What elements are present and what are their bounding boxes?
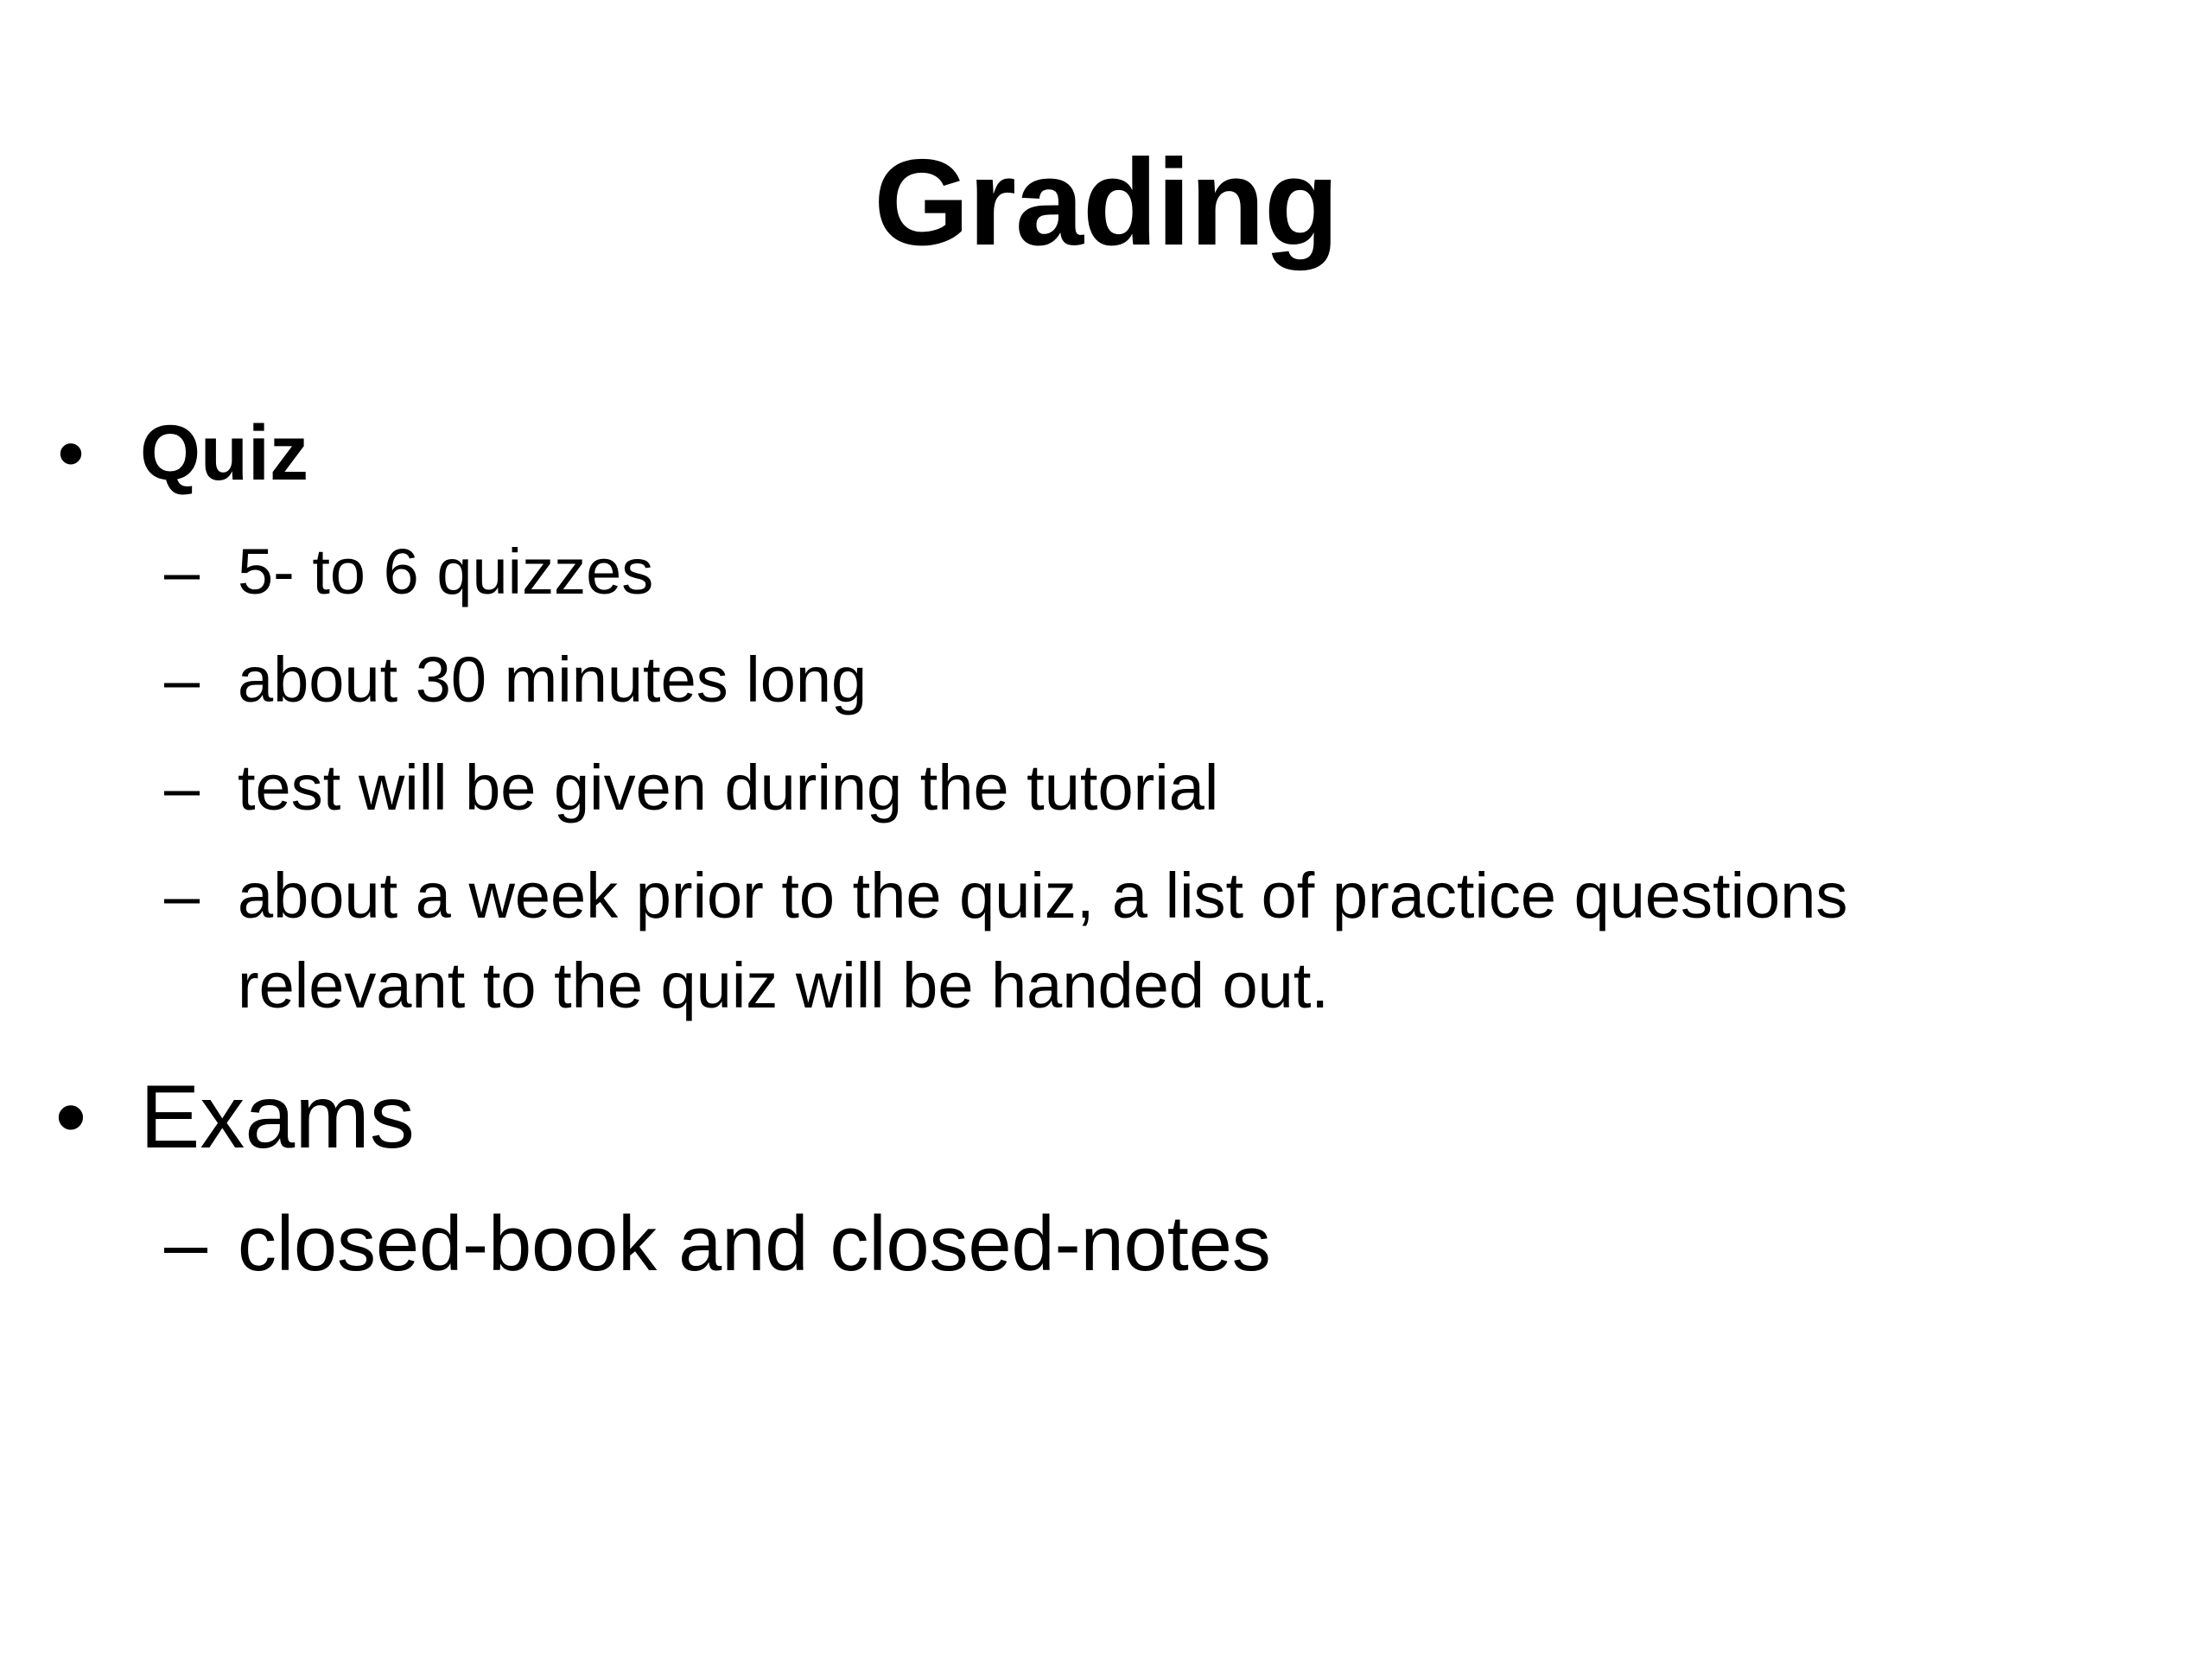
sub-bullet-text: test will be given during the tutorial: [238, 752, 1219, 823]
bullet-marker: •: [57, 410, 85, 497]
sub-bullet-text: 5- to 6 quizzes: [238, 536, 654, 607]
bullet-heading-quiz: Quiz: [140, 410, 308, 497]
bullet-marker: •: [54, 1067, 87, 1167]
dash-marker: –: [164, 1201, 208, 1287]
dash-marker: –: [164, 536, 200, 607]
bullet-heading-exams: Exams: [140, 1067, 415, 1167]
dash-marker: –: [164, 752, 200, 823]
slide-title: Grading: [874, 134, 1338, 271]
sub-bullet-text: about 30 minutes long: [238, 644, 868, 715]
sub-bullet-text: about a week prior to the quiz, a list of practice questions relevant to the quiz will be handed out.: [238, 860, 1848, 1021]
dash-marker: –: [164, 860, 200, 931]
dash-marker: –: [164, 644, 200, 715]
sub-bullet-text: closed-book and closed-notes: [238, 1201, 1271, 1287]
